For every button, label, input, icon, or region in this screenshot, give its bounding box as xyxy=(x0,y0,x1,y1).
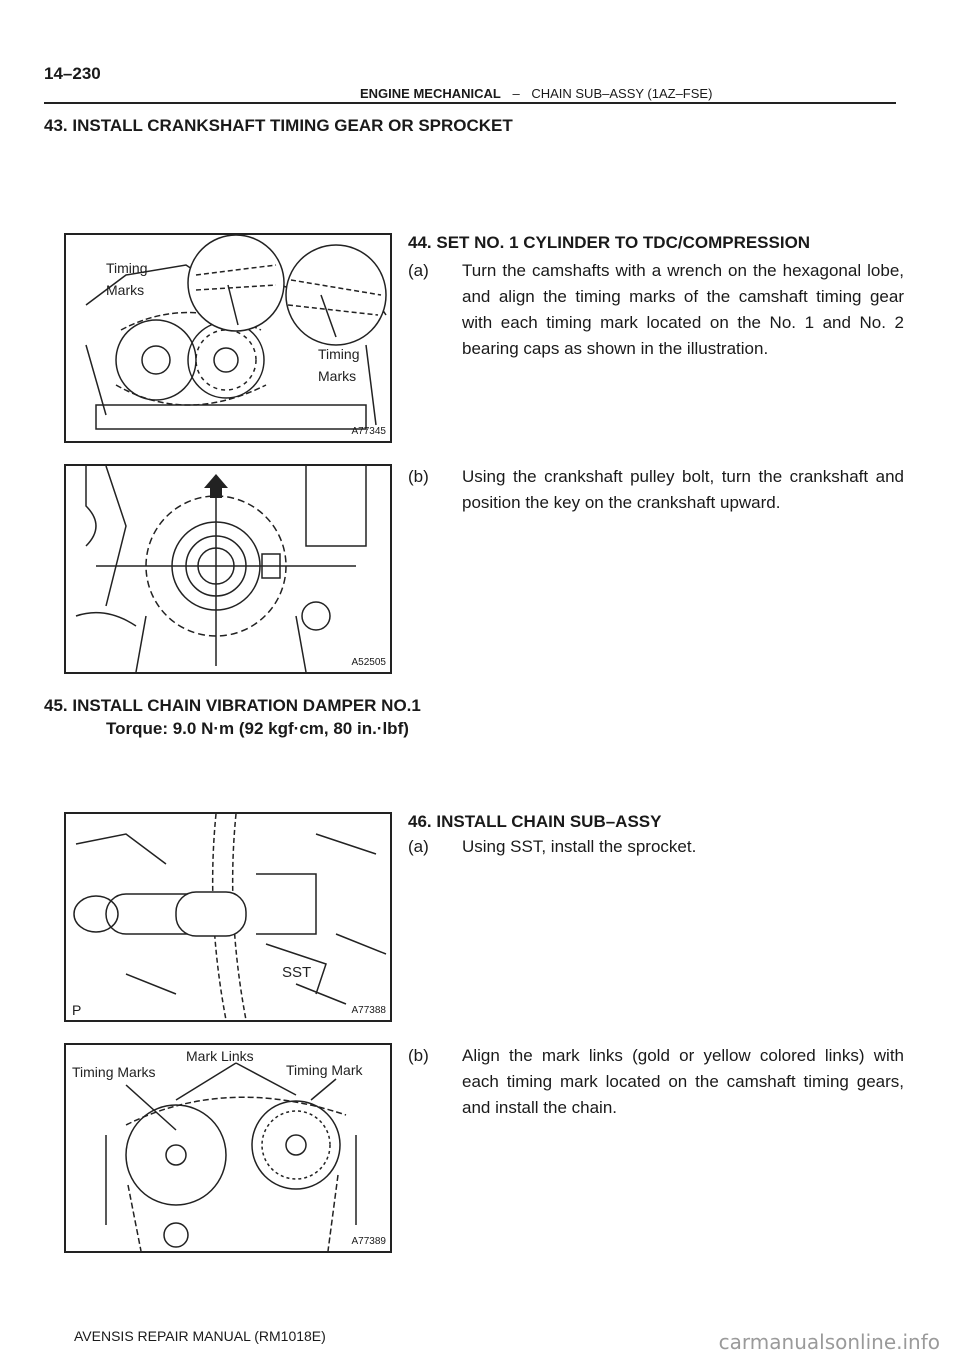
step-46-title: 46. INSTALL CHAIN SUB–ASSY xyxy=(408,812,662,831)
step-44a-text: Turn the camshafts with a wrench on the hexagonal lobe, and align the timing marks of the camshaft timing gear with each timing mark located on the No. 1 and No. 2 bearing caps as shown in the illustration. xyxy=(462,261,904,358)
figure4-callout-timing-mark: Timing Mark xyxy=(286,1062,363,1078)
figure-a77389 xyxy=(64,1043,392,1253)
step-44a-label: (a) xyxy=(408,261,429,280)
header-separator: – xyxy=(512,86,520,101)
figure-a52505 xyxy=(64,464,392,674)
manual-footer: AVENSIS REPAIR MANUAL (RM1018E) xyxy=(74,1328,326,1344)
figure4-code: A77389 xyxy=(351,1236,386,1247)
step-46a xyxy=(408,834,904,864)
header-subsection: CHAIN SUB–ASSY (1AZ–FSE) xyxy=(531,86,713,101)
figure4-callout-timing-marks: Timing Marks xyxy=(72,1064,156,1080)
step-46b xyxy=(408,1043,904,1133)
watermark: carmanualsonline.info xyxy=(718,1330,940,1354)
step-46a-text: Using SST, install the sprocket. xyxy=(462,837,697,856)
step-46a-label: (a) xyxy=(408,837,429,856)
step-44-title: 44. SET NO. 1 CYLINDER TO TDC/COMPRESSION xyxy=(408,233,811,252)
header-rule xyxy=(44,102,896,104)
figure1-callout-left: Timing Marks xyxy=(106,260,148,298)
figure1-code: A77345 xyxy=(351,426,386,437)
figure3-sst-label: SST xyxy=(282,964,312,981)
figure3-corner-mark: P xyxy=(72,1002,82,1018)
step-45-title: 45. INSTALL CHAIN VIBRATION DAMPER NO.1 xyxy=(44,696,421,715)
running-header xyxy=(360,86,712,101)
step-44a xyxy=(408,258,904,368)
page-number: 14–230 xyxy=(44,64,101,83)
figure2-code: A52505 xyxy=(351,657,386,668)
figure-a77345 xyxy=(64,233,392,443)
sst-sprocket-illustration xyxy=(66,814,390,1020)
crankshaft-key-illustration xyxy=(66,466,390,672)
step-44b-text: Using the crankshaft pulley bolt, turn the crankshaft and position the key on the crankshaft upward. xyxy=(462,467,904,512)
figure-a77388 xyxy=(64,812,392,1022)
header-section: ENGINE MECHANICAL xyxy=(360,86,501,101)
figure4-callout-mark-links: Mark Links xyxy=(186,1048,254,1064)
figure1-callout-right: Timing Marks xyxy=(318,346,360,384)
step-44b-label: (b) xyxy=(408,467,429,486)
step-43-title: 43. INSTALL CRANKSHAFT TIMING GEAR OR SPROCKET xyxy=(44,116,513,135)
step-46b-label: (b) xyxy=(408,1046,429,1065)
step-44b xyxy=(408,464,904,524)
step-46b-text: Align the mark links (gold or yellow colored links) with each timing mark located on the camshaft timing gears, and install the chain. xyxy=(462,1046,904,1117)
step-45-torque: Torque: 9.0 N·m (92 kgf·cm, 80 in.·lbf) xyxy=(106,719,409,738)
figure3-code: A77388 xyxy=(351,1005,386,1016)
